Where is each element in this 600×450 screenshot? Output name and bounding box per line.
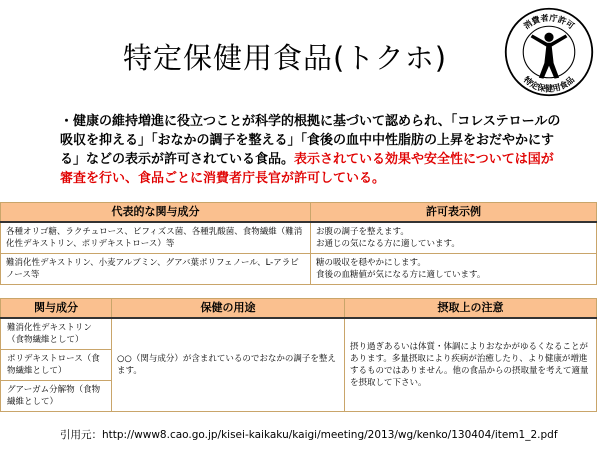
citation-label: 引用元： xyxy=(60,429,102,441)
table1-header-ingredient: 代表的な関与成分 xyxy=(1,203,311,223)
citation-url[interactable]: http://www8.cao.go.jp/kisei-kaikaku/kaigi/meeting/2013/wg/kenko/130404/item1_2.pdf xyxy=(102,429,558,441)
table2-ingredient: グアーガム分解物（食物繊維として） xyxy=(1,381,112,412)
claim-line: お腹の調子を整えます。 xyxy=(316,227,409,237)
ingredient-claim-table xyxy=(0,202,597,285)
table2-header-ingredient: 関与成分 xyxy=(1,299,112,319)
table1-ingredient: 難消化性デキストリン、小麦アルブミン、グアバ葉ポリフェノール、L-アラビノース等 xyxy=(1,254,311,285)
logo-top-text: 消費者庁許可 xyxy=(521,12,577,32)
table2-caution: 摂り過ぎあるいは体質・体調によりおなかがゆるくなることがあります。多量摂取により疾病が治癒したり、より健康が増進するものではありません。他の食品からの摂取量を考えて適量を摂取して下さい。 xyxy=(345,318,597,412)
person-figure-icon xyxy=(531,33,568,79)
intro-text xyxy=(60,112,565,188)
svg-text:消費者庁許可 xyxy=(522,12,577,31)
table2-ingredient: 難消化性デキストリン（食物繊維として） xyxy=(1,318,112,350)
claim-line: 食後の血糖値が気になる方に適しています。 xyxy=(316,270,486,280)
logo-bottom-text: 特定保健用食品 xyxy=(521,74,577,94)
claim-line: 糖の吸収を穏やかにします。 xyxy=(316,258,426,268)
page-title: 特定保健用食品(トクホ) xyxy=(122,41,448,75)
tokuho-logo xyxy=(503,6,595,98)
table1-claim xyxy=(311,254,597,285)
table2-use: ○○（関与成分）が含まれているのでおなかの調子を整えます。 xyxy=(112,318,345,412)
health-use-table xyxy=(0,298,597,412)
table2-header-caution: 摂取上の注意 xyxy=(345,299,597,319)
table1-claim xyxy=(311,222,597,254)
table-row xyxy=(1,318,597,350)
table1-ingredient: 各種オリゴ糖、ラクチュロース、ビフィズス菌、各種乳酸菌、食物繊維（難消化性デキストリン、ポリデキストロース）等 xyxy=(1,222,311,254)
table2-ingredient: ポリデキストロース（食物繊維として） xyxy=(1,350,112,381)
table-row xyxy=(1,254,597,285)
intro-black: ・健康の維持増進に役立つことが科学的根拠に基づいて認められ、「コレステロールの吸収を抑える」「おなかの調子を整える」「食後の血中中性脂肪の上昇をおだやかにする」などの表示が許可されている食品。 xyxy=(60,114,561,167)
citation xyxy=(60,427,558,442)
table1-header-claim: 許可表示例 xyxy=(311,203,597,223)
intro-red: 表示されている効果や安全性については国が審査を行い、食品ごとに消費者庁長官が許可している。 xyxy=(60,152,554,186)
table2-header-use: 保健の用途 xyxy=(112,299,345,319)
table-row xyxy=(1,222,597,254)
claim-line: お通じの気になる方に適しています。 xyxy=(316,239,460,249)
